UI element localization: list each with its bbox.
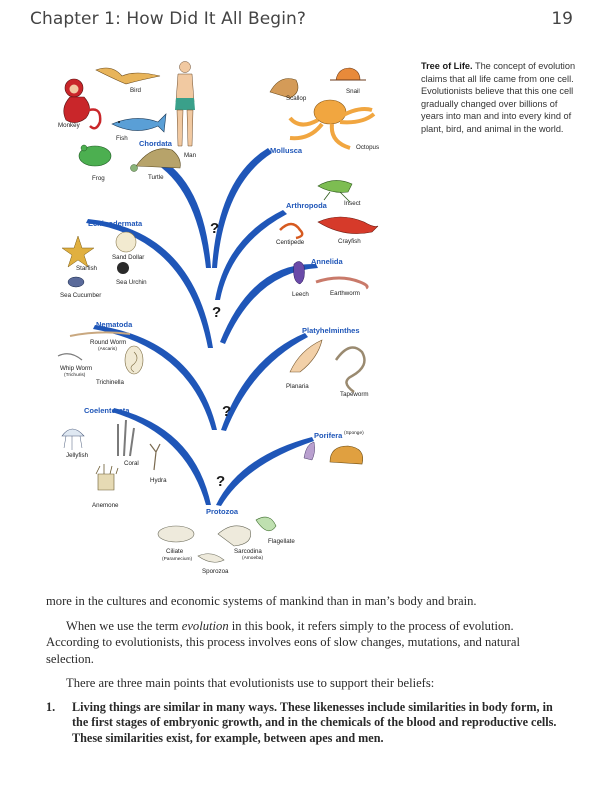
label-whip-worm: Whip Worm	[60, 365, 93, 372]
illustration-monkey	[64, 79, 100, 128]
illustration-sand-dollar	[116, 232, 136, 252]
illustration-ciliate	[158, 526, 194, 542]
label-ciliate: Ciliate	[166, 548, 184, 555]
illustration-hydra	[150, 444, 160, 470]
illustration-sporozoa	[198, 554, 224, 563]
term-evolution: evolution	[181, 618, 229, 633]
taxon-protozoa: Protozoa	[206, 507, 239, 516]
label-sea-cucumber: Sea Cucumber	[60, 292, 102, 299]
illustration-whip-worm	[58, 354, 82, 360]
list-item	[46, 700, 562, 747]
label-planaria: Planaria	[286, 383, 309, 390]
label-ciliate-sub: (Paramecium)	[162, 557, 193, 562]
illustration-earthworm	[316, 278, 367, 288]
illustration-trichinella	[125, 346, 143, 374]
illustration-tapeworm	[336, 348, 364, 393]
body-text	[46, 593, 562, 747]
illustration-octopus	[290, 100, 374, 148]
label-jellyfish: Jellyfish	[66, 452, 89, 459]
taxon-nematoda: Nematoda	[96, 320, 133, 329]
paragraph-2-end: in this book, it refers simply to the process of evolution. According to evolutionists, this process involves eons of slow changes, mutations, and natural selection.	[46, 618, 520, 666]
illustration-man	[175, 62, 195, 147]
chapter-title: Chapter 1: How Did It All Begin?	[30, 9, 307, 29]
label-round-worm-sub: (Ascaris)	[98, 347, 117, 352]
taxon-porifera: Porifera	[314, 431, 343, 440]
question-mark-3: ?	[222, 403, 232, 420]
page-number: 19	[551, 9, 573, 29]
illustration-anemone	[96, 464, 118, 490]
label-centipede: Centipede	[276, 239, 305, 246]
label-porifera-note: (Sponge)	[344, 431, 364, 436]
caption-text: The concept of evolution claims that all life came from one cell. Evolutionists believe that this one cell gradually changed over billions of years into man and into every kind of plant, bird, and animal in the world.	[421, 61, 576, 134]
taxon-chordata: Chordata	[139, 139, 172, 148]
label-coral: Coral	[124, 460, 139, 467]
label-frog: Frog	[92, 175, 105, 182]
illustration-sarcodina	[218, 526, 251, 546]
illustration-starfish	[62, 236, 94, 267]
illustration-fish	[112, 114, 166, 132]
label-sarcodina-sub: (Amoeba)	[242, 556, 264, 561]
label-monkey: Monkey	[58, 122, 80, 129]
list-item-text: Living things are similar in many ways. These likenesses include similarities in body form, in the first stages of embryonic growth, and in the chemicals of the blood and reproductive cells. These similarities exist, for example, between apes and men.	[72, 699, 557, 746]
illustration-coral	[118, 420, 134, 456]
branch-arthropoda	[215, 210, 287, 300]
label-fish: Fish	[116, 135, 128, 142]
paragraph-1: more in the cultures and economic systems of mankind than in man’s body and brain.	[46, 594, 477, 608]
taxon-echinodermata: Echinodermata	[88, 219, 143, 228]
illustration-sponge	[304, 442, 363, 464]
taxon-annelida: Annelida	[311, 257, 343, 266]
label-hydra: Hydra	[150, 477, 167, 484]
illustration-jellyfish	[62, 429, 84, 450]
label-tapeworm: Tapeworm	[340, 391, 369, 398]
branch-platyhelminthes	[221, 333, 308, 431]
taxon-arthropoda: Arthropoda	[286, 201, 327, 210]
label-bird: Bird	[130, 87, 142, 94]
illustration-leech	[294, 261, 305, 284]
label-round-worm: Round Worm	[90, 339, 127, 346]
label-sand-dollar: Sand Dollar	[112, 254, 145, 261]
label-earthworm: Earthworm	[330, 290, 360, 297]
paragraph-3: There are three main points that evolutionists use to support their beliefs:	[66, 676, 435, 690]
taxon-coelenterata: Coelenterata	[84, 406, 130, 415]
label-starfish: Starfish	[76, 265, 97, 272]
paragraph-2-start: When we use the term	[66, 618, 182, 633]
label-anemone: Anemone	[92, 502, 119, 509]
question-mark-2: ?	[212, 304, 222, 321]
label-flagellate: Flagellate	[268, 538, 295, 545]
tree-of-life-diagram	[0, 36, 600, 588]
label-crayfish: Crayfish	[338, 238, 361, 245]
taxon-platyhelminthes: Platyhelminthes	[302, 326, 360, 335]
illustration-insect	[318, 180, 352, 202]
label-scallop: Scallop	[286, 95, 307, 102]
label-turtle: Turtle	[148, 174, 164, 181]
page-header	[0, 0, 600, 36]
label-sea-urchin: Sea Urchin	[116, 279, 147, 286]
branch-porifera	[216, 437, 314, 506]
paragraph-2	[46, 618, 562, 668]
taxon-mollusca: Mollusca	[270, 146, 303, 155]
illustration-centipede	[280, 224, 302, 238]
question-mark-1: ?	[210, 220, 220, 237]
label-octopus: Octopus	[356, 144, 380, 151]
label-snail: Snail	[346, 88, 360, 95]
illustration-crayfish	[318, 217, 378, 234]
illustration-planaria	[290, 340, 322, 372]
question-mark-4: ?	[216, 473, 226, 490]
label-trichinella: Trichinella	[96, 379, 124, 386]
label-leech: Leech	[292, 291, 309, 298]
illustration-sea-urchin	[117, 262, 129, 274]
caption-title: Tree of Life.	[421, 61, 473, 71]
illustration-snail	[330, 68, 366, 80]
list-item-number: 1.	[46, 699, 56, 714]
label-whip-worm-sub: (Trichuris)	[64, 373, 86, 378]
label-insect: Insect	[344, 200, 361, 207]
illustration-flagellate	[256, 517, 276, 531]
label-sarcodina: Sarcodina	[234, 548, 262, 555]
illustration-bird	[96, 68, 160, 84]
label-sporozoa: Sporozoa	[202, 568, 229, 575]
illustration-sea-cucumber	[68, 277, 84, 287]
label-man: Man	[184, 152, 197, 159]
illustration-frog	[79, 145, 111, 166]
